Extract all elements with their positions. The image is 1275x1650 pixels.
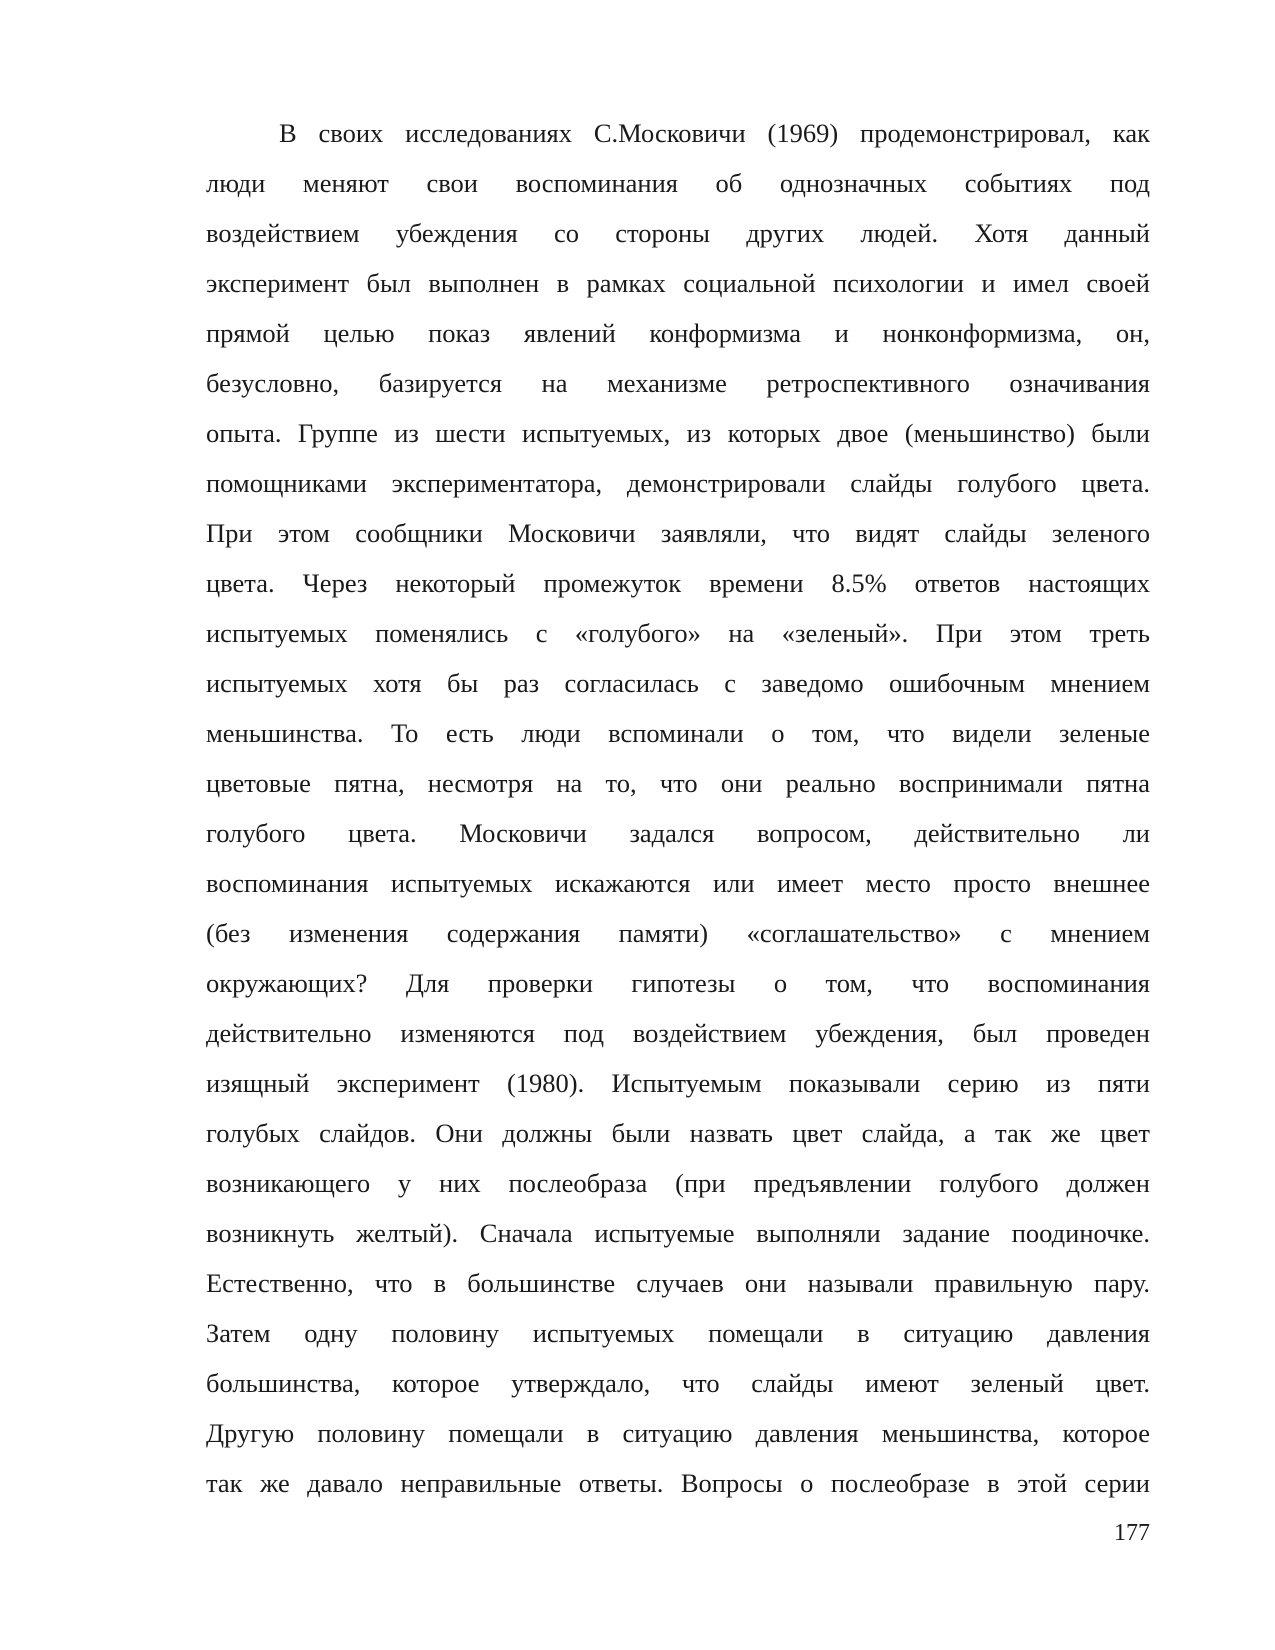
text-line: воспоминания испытуемых искажаются или имеет место просто внешнее (206, 868, 1150, 898)
text-line: эксперимент был выполнен в рамках социальной психологии и имел своей (206, 268, 1150, 298)
text-line: большинства, которое утверждало, что слайды имеют зеленый цвет. (206, 1368, 1150, 1398)
text-line: так же давало неправильные ответы. Вопросы о послеобразе в этой серии (206, 1468, 1150, 1498)
text-line: помощниками экспериментатора, демонстрировали слайды голубого цвета. (206, 468, 1150, 498)
text-line: цвета. Через некоторый промежуток времени 8.5% ответов настоящих (206, 568, 1150, 598)
page-number: 177 (1114, 1520, 1150, 1546)
text-line: Естественно, что в большинстве случаев они называли правильную пару. (206, 1268, 1150, 1298)
text-line: прямой целью показ явлений конформизма и нонконформизма, он, (206, 318, 1150, 348)
text-line: Другую половину помещали в ситуацию давления меньшинства, которое (206, 1418, 1150, 1448)
text-line: Затем одну половину испытуемых помещали в ситуацию давления (206, 1318, 1150, 1348)
text-line: В своих исследованиях С.Московичи (1969) продемонстрировал, как (279, 118, 1150, 148)
text-line: При этом сообщники Московичи заявляли, что видят слайды зеленого (206, 518, 1150, 548)
text-line: люди меняют свои воспоминания об однозначных событиях под (206, 168, 1150, 198)
text-line: голубых слайдов. Они должны были назвать цвет слайда, а так же цвет (206, 1118, 1150, 1148)
text-line: испытуемых хотя бы раз согласилась с заведомо ошибочным мнением (206, 668, 1150, 698)
text-line: возникающего у них послеобраза (при предъявлении голубого должен (206, 1168, 1150, 1198)
text-line: (без изменения содержания памяти) «соглашательство» с мнением (206, 918, 1150, 948)
text-line: безусловно, базируется на механизме ретроспективного означивания (206, 368, 1150, 398)
text-line: воздействием убеждения со стороны других людей. Хотя данный (206, 218, 1150, 248)
text-line: окружающих? Для проверки гипотезы о том, что воспоминания (206, 968, 1150, 998)
text-line: изящный эксперимент (1980). Испытуемым показывали серию из пяти (206, 1068, 1150, 1098)
text-line: опыта. Группе из шести испытуемых, из которых двое (меньшинство) были (206, 418, 1150, 448)
text-line: возникнуть желтый). Сначала испытуемые выполняли задание поодиночке. (206, 1218, 1150, 1248)
text-line: действительно изменяются под воздействием убеждения, был проведен (206, 1018, 1150, 1048)
text-line: меньшинства. То есть люди вспоминали о том, что видели зеленые (206, 718, 1150, 748)
text-line: цветовые пятна, несмотря на то, что они реально воспринимали пятна (206, 768, 1150, 798)
text-line: голубого цвета. Московичи задался вопросом, действительно ли (206, 818, 1150, 848)
body-paragraph (206, 108, 1150, 1508)
text-line: испытуемых поменялись с «голубого» на «зеленый». При этом треть (206, 618, 1150, 648)
